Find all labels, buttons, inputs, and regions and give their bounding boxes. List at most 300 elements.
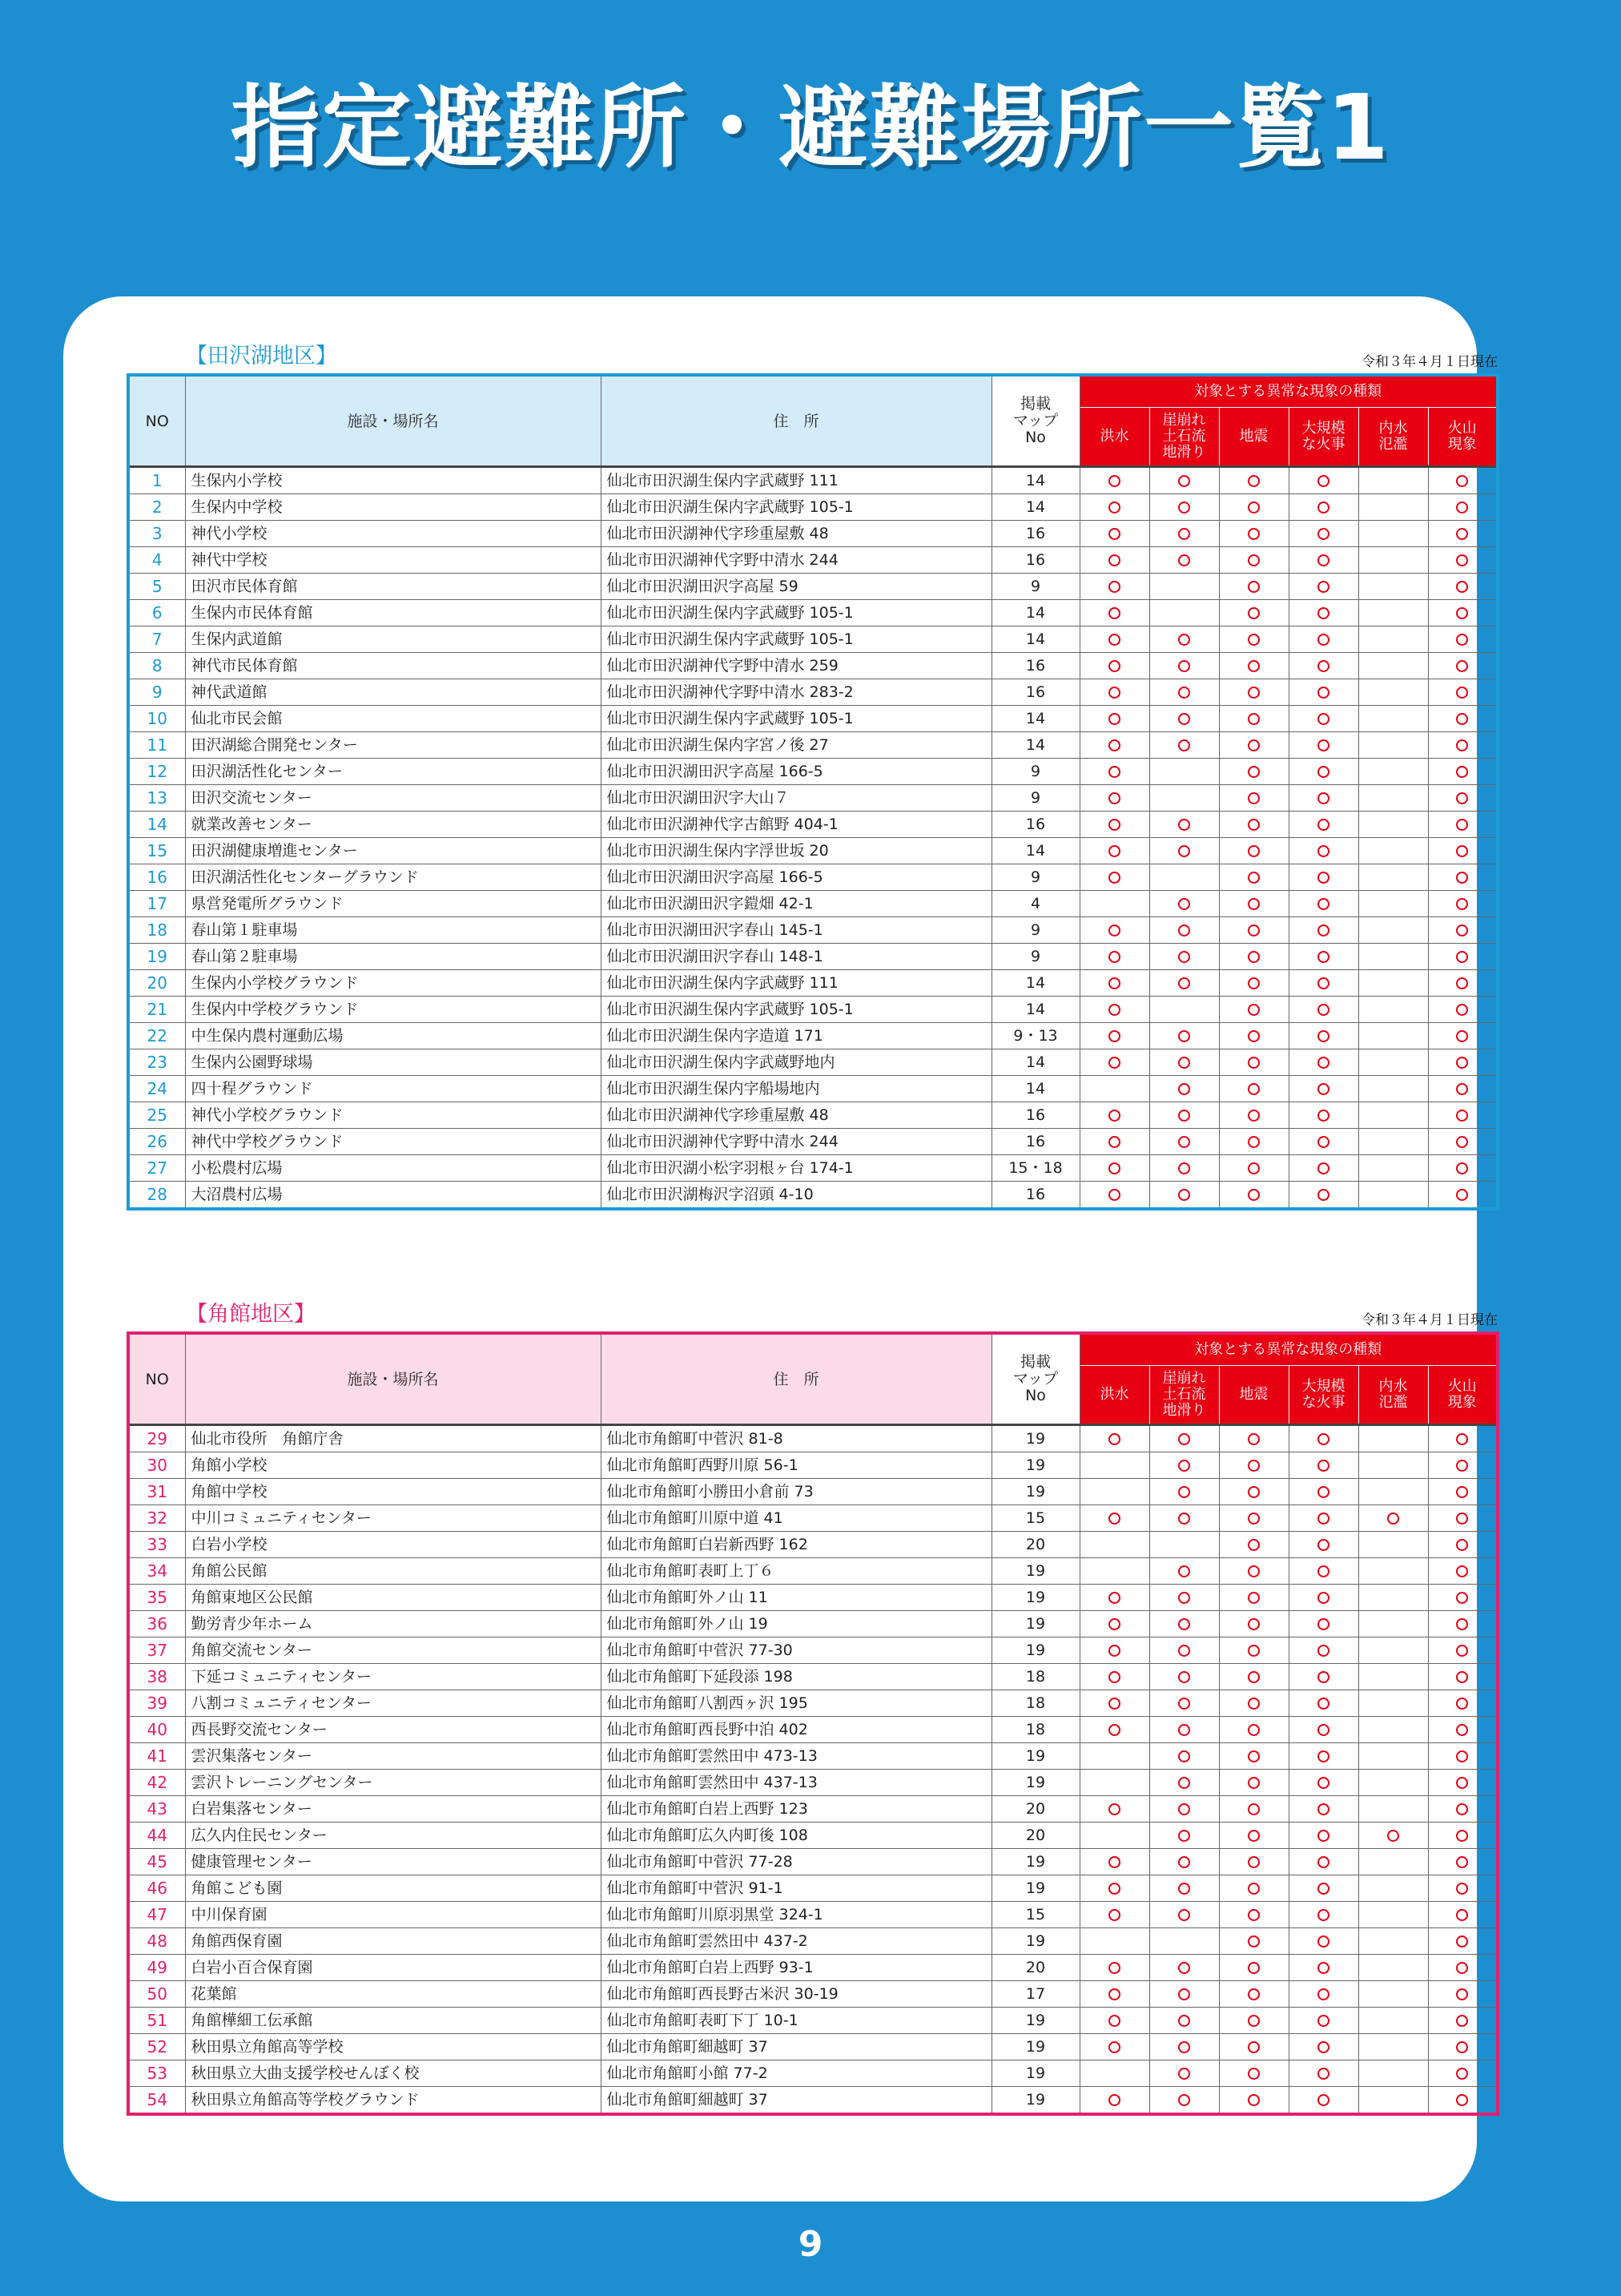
col-header-hazard [1358, 408, 1428, 467]
hazard-cell [1080, 547, 1149, 574]
table-row [128, 1182, 1498, 1210]
circle-mark-icon [1178, 739, 1190, 751]
hazard-cell [1149, 1611, 1219, 1637]
map-number: 14 [992, 600, 1080, 626]
hazard-cell [1289, 706, 1358, 732]
hazard-cell [1428, 653, 1498, 679]
circle-mark-icon [1178, 1486, 1190, 1498]
map-number: 16 [992, 679, 1080, 706]
hazard-cell [1219, 1690, 1289, 1717]
facility-name: 雲沢集落センター [185, 1743, 601, 1770]
hazard-cell [1149, 1743, 1219, 1770]
col-header-hazard [1149, 408, 1219, 467]
hazard-cell [1219, 1585, 1289, 1611]
circle-mark-icon [1108, 2015, 1120, 2027]
hazard-cell [1428, 970, 1498, 997]
hazard-cell [1428, 706, 1498, 732]
col-header-name: 施設・場所名 [185, 375, 601, 467]
circle-mark-icon [1178, 1592, 1190, 1604]
circle-mark-icon [1108, 607, 1120, 619]
circle-mark-icon [1178, 2041, 1190, 2053]
circle-mark-icon [1108, 1988, 1120, 2000]
hazard-cell [1428, 2008, 1498, 2034]
hazard-cell [1358, 1558, 1428, 1585]
table-row [128, 944, 1498, 970]
facility-name: 神代武道館 [185, 679, 601, 706]
hazard-cell [1219, 1928, 1289, 1955]
facility-address: 仙北市田沢湖梅沢字沼頭 4-10 [601, 1182, 992, 1210]
row-number: 13 [128, 785, 185, 812]
col-header-hazard-line: 氾濫 [1378, 436, 1408, 453]
row-number: 31 [128, 1479, 185, 1505]
circle-mark-icon [1456, 1004, 1468, 1016]
row-number: 27 [128, 1155, 185, 1182]
hazard-cell [1149, 970, 1219, 997]
hazard-cell [1219, 917, 1289, 944]
circle-mark-icon [1456, 1830, 1468, 1842]
circle-mark-icon [1178, 1460, 1190, 1472]
circle-mark-icon [1108, 1698, 1120, 1710]
hazard-cell [1219, 1823, 1289, 1849]
col-header-hazard-line: 崖崩れ [1162, 412, 1206, 429]
hazard-cell [1358, 1155, 1428, 1182]
col-header-address: 住 所 [601, 375, 992, 467]
circle-mark-icon [1108, 634, 1120, 646]
col-header-hazard [1289, 408, 1358, 467]
table-row [128, 1823, 1498, 1849]
facility-address: 仙北市角館町西長野古米沢 30-19 [601, 1981, 992, 2008]
row-number: 43 [128, 1796, 185, 1823]
row-number: 33 [128, 1532, 185, 1558]
circle-mark-icon [1108, 819, 1120, 831]
hazard-cell [1358, 944, 1428, 970]
circle-mark-icon [1248, 1883, 1260, 1895]
hazard-cell [1149, 1585, 1219, 1611]
facility-name: 生保内中学校グラウンド [185, 997, 601, 1023]
facility-name: 角館東地区公民館 [185, 1585, 601, 1611]
col-header-hazard-line: 氾濫 [1378, 1394, 1408, 1411]
circle-mark-icon [1108, 687, 1120, 699]
facility-name: 生保内中学校 [185, 494, 601, 521]
row-number: 5 [128, 574, 185, 600]
hazard-cell [1080, 1823, 1149, 1849]
hazard-cell [1358, 917, 1428, 944]
table-row [128, 917, 1498, 944]
circle-mark-icon [1456, 1935, 1468, 1948]
circle-mark-icon [1108, 581, 1120, 593]
map-number: 14 [992, 494, 1080, 521]
map-number: 18 [992, 1690, 1080, 1717]
hazard-cell [1219, 1902, 1289, 1928]
facility-name: 中川コミュニティセンター [185, 1505, 601, 1532]
circle-mark-icon [1317, 687, 1329, 699]
facility-address: 仙北市田沢湖生保内字武蔵野 105-1 [601, 997, 992, 1023]
circle-mark-icon [1456, 1592, 1468, 1604]
table-row [128, 1981, 1498, 2008]
row-number: 18 [128, 917, 185, 944]
hazard-cell [1358, 891, 1428, 917]
facility-address: 仙北市田沢湖田沢字高屋 166-5 [601, 759, 992, 785]
circle-mark-icon [1178, 1189, 1190, 1201]
hazard-cell [1219, 1981, 1289, 2008]
circle-mark-icon [1108, 501, 1120, 514]
hazard-cell [1428, 1155, 1498, 1182]
hazard-cell [1149, 1076, 1219, 1102]
hazard-cell [1289, 970, 1358, 997]
facility-address: 仙北市田沢湖生保内字武蔵野 111 [601, 467, 992, 494]
row-number: 35 [128, 1585, 185, 1611]
hazard-cell [1289, 1637, 1358, 1664]
circle-mark-icon [1108, 766, 1120, 778]
facility-name: 白岩集落センター [185, 1796, 601, 1823]
facility-name: 仙北市役所 角館庁舎 [185, 1425, 601, 1452]
hazard-cell [1428, 1770, 1498, 1796]
circle-mark-icon [1178, 1565, 1190, 1577]
hazard-cell [1219, 1875, 1289, 1902]
circle-mark-icon [1178, 1962, 1190, 1974]
circle-mark-icon [1248, 1724, 1260, 1736]
hazard-cell [1219, 1425, 1289, 1452]
map-number: 19 [992, 1875, 1080, 1902]
hazard-cell [1219, 2060, 1289, 2087]
row-number: 52 [128, 2034, 185, 2060]
circle-mark-icon [1178, 2015, 1190, 2027]
hazard-cell [1219, 1452, 1289, 1479]
hazard-cell [1358, 1129, 1428, 1155]
hazard-cell [1358, 838, 1428, 864]
map-number: 18 [992, 1717, 1080, 1743]
facility-name: 白岩小学校 [185, 1532, 601, 1558]
hazard-cell [1358, 1875, 1428, 1902]
circle-mark-icon [1178, 1030, 1190, 1042]
circle-mark-icon [1317, 1777, 1329, 1789]
circle-mark-icon [1178, 1618, 1190, 1630]
hazard-cell [1149, 812, 1219, 838]
circle-mark-icon [1178, 713, 1190, 725]
hazard-cell [1428, 917, 1498, 944]
facility-address: 仙北市田沢湖生保内字武蔵野 105-1 [601, 626, 992, 653]
hazard-cell [1219, 706, 1289, 732]
table-row [128, 1928, 1498, 1955]
hazard-cell [1358, 1955, 1428, 1981]
hazard-cell [1149, 917, 1219, 944]
row-number: 3 [128, 521, 185, 547]
circle-mark-icon [1317, 739, 1329, 751]
hazard-cell [1289, 2087, 1358, 2115]
hazard-cell [1219, 759, 1289, 785]
facility-name: 白岩小百合保育園 [185, 1955, 601, 1981]
map-number: 19 [992, 1479, 1080, 1505]
circle-mark-icon [1108, 977, 1120, 989]
circle-mark-icon [1317, 1988, 1329, 2000]
hazard-cell [1289, 1585, 1358, 1611]
hazard-cell [1428, 864, 1498, 891]
map-number: 16 [992, 521, 1080, 547]
hazard-cell [1219, 653, 1289, 679]
hazard-cell [1428, 1425, 1498, 1452]
row-number: 34 [128, 1558, 185, 1585]
map-number: 9 [992, 917, 1080, 944]
col-header-hazard [1358, 1366, 1428, 1425]
hazard-cell [1219, 547, 1289, 574]
hazard-cell [1219, 1023, 1289, 1049]
hazard-cell [1358, 1823, 1428, 1849]
circle-mark-icon [1178, 1724, 1190, 1736]
circle-mark-icon [1317, 1750, 1329, 1762]
hazard-cell [1080, 653, 1149, 679]
table-row [128, 626, 1498, 653]
facility-address: 仙北市田沢湖生保内字武蔵野地内 [601, 1049, 992, 1076]
table-row [128, 467, 1498, 494]
hazard-cell [1219, 1611, 1289, 1637]
hazard-cell [1080, 785, 1149, 812]
facility-address: 仙北市角館町下延段添 198 [601, 1664, 992, 1690]
facility-name: 神代小学校グラウンド [185, 1102, 601, 1129]
hazard-cell [1149, 785, 1219, 812]
circle-mark-icon [1108, 2094, 1120, 2106]
hazard-cell [1219, 679, 1289, 706]
circle-mark-icon [1317, 1803, 1329, 1815]
circle-mark-icon [1456, 1460, 1468, 1472]
hazard-cell [1358, 1049, 1428, 1076]
hazard-cell [1428, 732, 1498, 759]
circle-mark-icon [1317, 1645, 1329, 1657]
circle-mark-icon [1248, 1618, 1260, 1630]
circle-mark-icon [1248, 1539, 1260, 1551]
hazard-cell [1289, 1102, 1358, 1129]
hazard-cell [1289, 1049, 1358, 1076]
map-number: 9 [992, 759, 1080, 785]
facility-address: 仙北市田沢湖生保内字武蔵野 105-1 [601, 600, 992, 626]
circle-mark-icon [1248, 1777, 1260, 1789]
map-number: 14 [992, 1076, 1080, 1102]
hazard-cell [1428, 1823, 1498, 1849]
circle-mark-icon [1178, 475, 1190, 487]
hazard-cell [1149, 467, 1219, 494]
hazard-cell [1428, 1981, 1498, 2008]
circle-mark-icon [1248, 1830, 1260, 1842]
col-header-hazard-line: 内水 [1378, 1378, 1408, 1395]
hazard-cell [1428, 812, 1498, 838]
col-header-no: NO [128, 1333, 185, 1425]
circle-mark-icon [1248, 475, 1260, 487]
hazard-cell [1289, 1981, 1358, 2008]
map-number: 19 [992, 1558, 1080, 1585]
circle-mark-icon [1178, 1856, 1190, 1868]
hazard-cell [1149, 1796, 1219, 1823]
col-header-hazard [1080, 408, 1149, 467]
circle-mark-icon [1456, 845, 1468, 857]
circle-mark-icon [1456, 1671, 1468, 1683]
circle-mark-icon [1178, 1671, 1190, 1683]
hazard-cell [1219, 1955, 1289, 1981]
circle-mark-icon [1248, 1162, 1260, 1174]
table-row [128, 547, 1498, 574]
circle-mark-icon [1248, 2094, 1260, 2106]
hazard-cell [1149, 1532, 1219, 1558]
facility-name: 田沢交流センター [185, 785, 601, 812]
circle-mark-icon [1317, 501, 1329, 514]
hazard-cell [1219, 2087, 1289, 2115]
facility-name: 生保内公園野球場 [185, 1049, 601, 1076]
hazard-cell [1289, 1796, 1358, 1823]
facility-address: 仙北市角館町表町上丁６ [601, 1558, 992, 1585]
facility-address: 仙北市田沢湖生保内字武蔵野 105-1 [601, 494, 992, 521]
circle-mark-icon [1248, 1803, 1260, 1815]
hazard-cell [1289, 1023, 1358, 1049]
table-row [128, 1532, 1498, 1558]
table-row [128, 1875, 1498, 1902]
hazard-cell [1428, 1796, 1498, 1823]
facility-name: 花葉館 [185, 1981, 601, 2008]
circle-mark-icon [1317, 898, 1329, 910]
circle-mark-icon [1248, 581, 1260, 593]
row-number: 39 [128, 1690, 185, 1717]
page-title: 指定避難所・避難場所一覧1 [231, 76, 1390, 180]
facility-address: 仙北市田沢湖田沢字春山 148-1 [601, 944, 992, 970]
circle-mark-icon [1456, 766, 1468, 778]
facility-name: 下延コミュニティセンター [185, 1664, 601, 1690]
facility-name: 神代小学校 [185, 521, 601, 547]
circle-mark-icon [1178, 845, 1190, 857]
circle-mark-icon [1317, 1433, 1329, 1445]
hazard-cell [1289, 1823, 1358, 1849]
circle-mark-icon [1317, 528, 1329, 540]
hazard-cell [1358, 626, 1428, 653]
facility-address: 仙北市田沢湖田沢字大山７ [601, 785, 992, 812]
hazard-cell [1149, 1849, 1219, 1875]
hazard-cell [1358, 1425, 1428, 1452]
facility-name: 角館公民館 [185, 1558, 601, 1585]
hazard-cell [1289, 838, 1358, 864]
circle-mark-icon [1317, 1883, 1329, 1895]
circle-mark-icon [1456, 713, 1468, 725]
circle-mark-icon [1317, 1856, 1329, 1868]
hazard-cell [1080, 1902, 1149, 1928]
facility-address: 仙北市田沢湖神代字珍重屋敷 48 [601, 1102, 992, 1129]
circle-mark-icon [1317, 1565, 1329, 1577]
table-row [128, 891, 1498, 917]
col-header-map-line: マップ [1012, 412, 1059, 429]
circle-mark-icon [1178, 2068, 1190, 2080]
hazard-cell [1358, 2060, 1428, 2087]
hazard-cell [1080, 1182, 1149, 1210]
hazard-cell [1289, 1129, 1358, 1155]
circle-mark-icon [1456, 1856, 1468, 1868]
hazard-cell [1428, 1875, 1498, 1902]
map-number: 14 [992, 732, 1080, 759]
circle-mark-icon [1456, 1030, 1468, 1042]
col-header-hazard-line: 大規模 [1301, 1378, 1345, 1395]
circle-mark-icon [1248, 1136, 1260, 1148]
hazard-cell [1149, 1717, 1219, 1743]
hazard-cell [1080, 1023, 1149, 1049]
col-header-hazard-line: な火事 [1301, 1394, 1345, 1411]
circle-mark-icon [1248, 501, 1260, 514]
hazard-cell [1149, 2008, 1219, 2034]
col-header-hazard [1149, 1366, 1219, 1425]
hazard-cell [1080, 997, 1149, 1023]
circle-mark-icon [1248, 1988, 1260, 2000]
row-number: 50 [128, 1981, 185, 2008]
hazard-cell [1428, 1717, 1498, 1743]
row-number: 48 [128, 1928, 185, 1955]
circle-mark-icon [1248, 1083, 1260, 1095]
row-number: 10 [128, 706, 185, 732]
hazard-cell [1428, 521, 1498, 547]
circle-mark-icon [1248, 2041, 1260, 2053]
circle-mark-icon [1248, 1110, 1260, 1122]
row-number: 40 [128, 1717, 185, 1743]
hazard-cell [1358, 759, 1428, 785]
row-number: 21 [128, 997, 185, 1023]
hazard-cell [1289, 467, 1358, 494]
facility-address: 仙北市角館町小勝田小倉前 73 [601, 1479, 992, 1505]
hazard-cell [1149, 600, 1219, 626]
hazard-cell [1358, 970, 1428, 997]
hazard-cell [1428, 1049, 1498, 1076]
hazard-cell [1358, 521, 1428, 547]
hazard-cell [1080, 1532, 1149, 1558]
circle-mark-icon [1456, 607, 1468, 619]
facility-address: 仙北市角館町雲然田中 437-2 [601, 1928, 992, 1955]
facility-address: 仙北市角館町白岩上西野 123 [601, 1796, 992, 1823]
circle-mark-icon [1456, 1724, 1468, 1736]
map-number: 19 [992, 1770, 1080, 1796]
circle-mark-icon [1456, 1565, 1468, 1577]
hazard-cell [1289, 785, 1358, 812]
hazard-cell [1219, 1664, 1289, 1690]
table-row [128, 679, 1498, 706]
facility-address: 仙北市角館町中菅沢 81-8 [601, 1425, 992, 1452]
row-number: 36 [128, 1611, 185, 1637]
facility-address: 仙北市田沢湖生保内字宮ノ後 27 [601, 732, 992, 759]
table-row [128, 1102, 1498, 1129]
circle-mark-icon [1248, 739, 1260, 751]
row-number: 6 [128, 600, 185, 626]
hazard-cell [1219, 997, 1289, 1023]
circle-mark-icon [1317, 1162, 1329, 1174]
map-number: 19 [992, 2034, 1080, 2060]
hazard-cell [1428, 1182, 1498, 1210]
hazard-cell [1080, 1452, 1149, 1479]
circle-mark-icon [1456, 1189, 1468, 1201]
facility-address: 仙北市角館町西長野中泊 402 [601, 1717, 992, 1743]
hazard-cell [1080, 1796, 1149, 1823]
circle-mark-icon [1108, 1883, 1120, 1895]
hazard-cell [1080, 864, 1149, 891]
hazard-cell [1428, 494, 1498, 521]
hazard-cell [1289, 1902, 1358, 1928]
hazard-cell [1080, 2034, 1149, 2060]
hazard-cell [1219, 785, 1289, 812]
hazard-cell [1289, 2060, 1358, 2087]
hazard-cell [1358, 812, 1428, 838]
facility-name: 田沢湖総合開発センター [185, 732, 601, 759]
map-number: 14 [992, 997, 1080, 1023]
map-number: 19 [992, 1452, 1080, 1479]
map-number: 4 [992, 891, 1080, 917]
circle-mark-icon [1456, 1803, 1468, 1815]
table-row [128, 1637, 1498, 1664]
facility-address: 仙北市角館町細越町 37 [601, 2087, 992, 2115]
col-header-hazard-line: 洪水 [1100, 428, 1129, 445]
circle-mark-icon [1248, 1645, 1260, 1657]
shelter-table [127, 1331, 1499, 2116]
table-row [128, 600, 1498, 626]
hazard-cell [1080, 1425, 1149, 1452]
hazard-cell [1289, 679, 1358, 706]
